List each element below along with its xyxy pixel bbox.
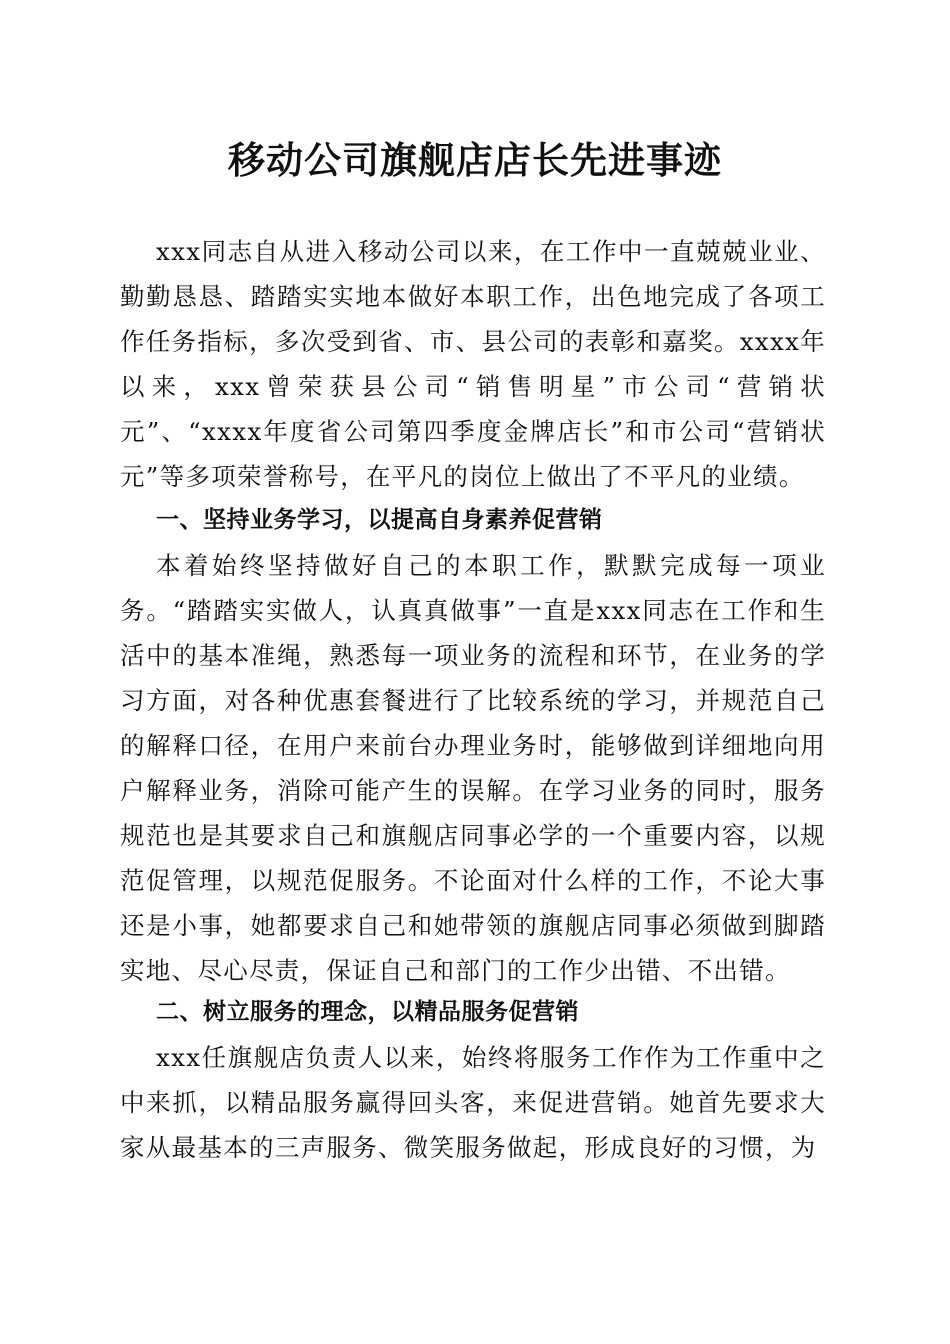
document-title: 移动公司旗舰店店长先进事迹 [228, 138, 722, 182]
section-paragraph-1: 本着始终坚持做好自己的本职工作，默默完成每一项业务。“踏踏实实做人，认真真做事”一直是xxx同志在工作和生活中的基本准绳，熟悉每一项业务的流程和环节，在业务的学习方面，对各种优惠套餐进行了比较系统的学习，并规范自己的解释口径，在用户来前台办理业务时，能够做到详细地向用户解释业务，消除可能产生的误解。在学习业务的同时，服务规范也是其要求自己和旗舰店同事必学的一个重要内容，以规范促管理，以规范促服务。不论面对什么样的工作，不论大事还是小事，她都要求自己和她带领的旗舰店同事必须做到脚踏实地、尽心尽责，保证自己和部门的工作少出错、不出错。 [120, 551, 826, 985]
intro-paragraph: xxx同志自从进入移动公司以来，在工作中一直兢兢业业、勤勤恳恳、踏踏实实地本做好本职工作，出色地完成了各项工作任务指标，多次受到省、市、县公司的表彰和嘉奖。xxxx年以来，xxx曾荣获县公司“销售明星”市公司“营销状元”、“xxxx年度省公司第四季度金牌店长”和市公司“营销状元”等多项荣誉称号，在平凡的岗位上做出了不平凡的业绩。 [120, 237, 826, 491]
section-heading-1: 一、坚持业务学习，以提高自身素养促营销 [156, 507, 603, 533]
section-paragraph-2: xxx任旗舰店负责人以来，始终将服务工作作为工作重中之中来抓，以精品服务赢得回头客，来促进营销。她首先要求大家从最基本的三声服务、微笑服务做起，形成良好的习惯，为 [120, 1043, 826, 1162]
section-heading-2: 二、树立服务的理念，以精品服务促营销 [156, 999, 579, 1025]
